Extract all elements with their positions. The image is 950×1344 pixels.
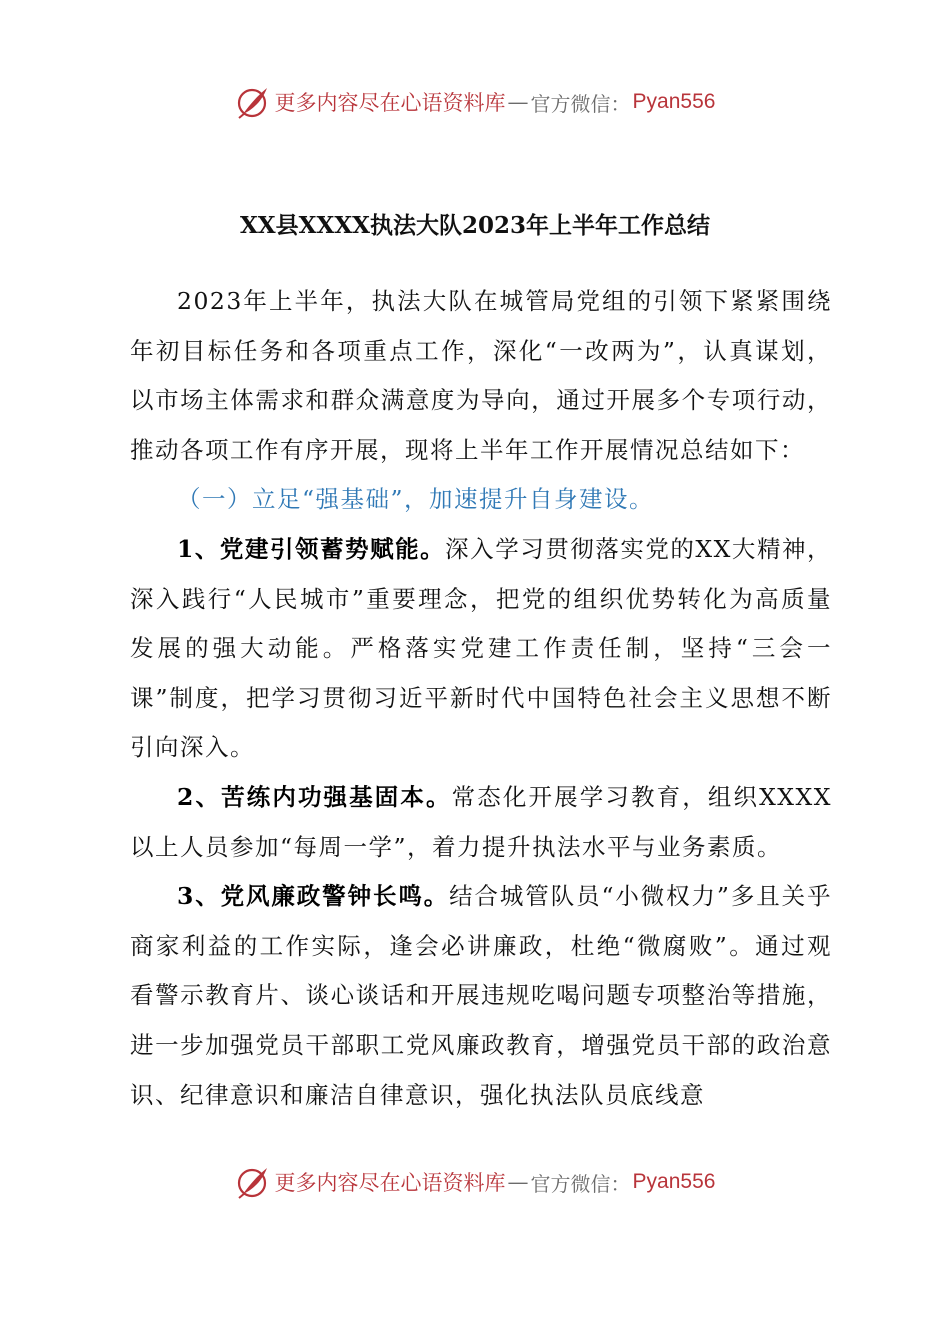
watermark-wechat-label: 官方微信：: [530, 1171, 631, 1196]
item-heading: 1、党建引领蓄势赋能。: [177, 534, 446, 563]
header-watermark: [0, 80, 950, 124]
item-heading: 2、苦练内功强基固本。: [177, 782, 452, 811]
watermark-wechat-label: 官方微信：: [530, 91, 631, 116]
item-body: 深入学习贯彻落实党的XX大精神，深入践行“人民城市”重要理念，把党的组织优势转化为高质量发展的强大动能。严格落实党建工作责任制，坚持“三会一课”制度，把学习贯彻习近平新时代中国特色社会主义思想不断引向深入。: [130, 534, 832, 762]
watermark-wechat-id: Pyan556: [632, 1170, 716, 1193]
section-heading: （一）立足“强基础”，加速提升自身建设。: [177, 485, 655, 514]
quill-logo-icon: [235, 84, 271, 120]
document-body: [130, 277, 832, 1120]
watermark-separator: —: [507, 90, 529, 114]
watermark-brand-text: 更多内容尽在心语资料库: [274, 91, 506, 115]
document-title: XX县XXXX执法大队2023年上半年工作总结: [239, 212, 711, 239]
footer-watermark: [0, 1160, 950, 1204]
watermark-separator: —: [507, 1170, 529, 1194]
quill-logo-icon: [235, 1164, 271, 1200]
item-paragraph: [130, 525, 832, 773]
intro-paragraph: 2023年上半年，执法大队在城管局党组的引领下紧紧围绕年初目标任务和各项重点工作，深化“一改两为”，认真谋划，以市场主体需求和群众满意度为导向，通过开展多个专项行动，推动各项工作有序开展，现将上半年工作开展情况总结如下：: [130, 287, 832, 464]
watermark-wechat-id: Pyan556: [632, 90, 716, 113]
item-heading: 3、党风廉政警钟长鸣。: [177, 882, 450, 911]
item-body: 结合城管队员“小微权力”多且关乎商家利益的工作实际，逢会必讲廉政，杜绝“微腐败”。通过观看警示教育片、谈心谈话和开展违规吃喝问题专项整治等措施，进一步加强党员干部职工党风廉政教育，增强党员干部的政治意识、纪律意识和廉洁自律意识，强化执法队员底线意: [130, 882, 833, 1109]
item-paragraph: [130, 773, 832, 872]
item-paragraph: [130, 872, 832, 1120]
item-body: 常态化开展学习教育，组织XXXX以上人员参加“每周一学”，着力提升执法水平与业务素质。: [130, 782, 832, 861]
watermark-brand-text: 更多内容尽在心语资料库: [274, 1171, 506, 1195]
